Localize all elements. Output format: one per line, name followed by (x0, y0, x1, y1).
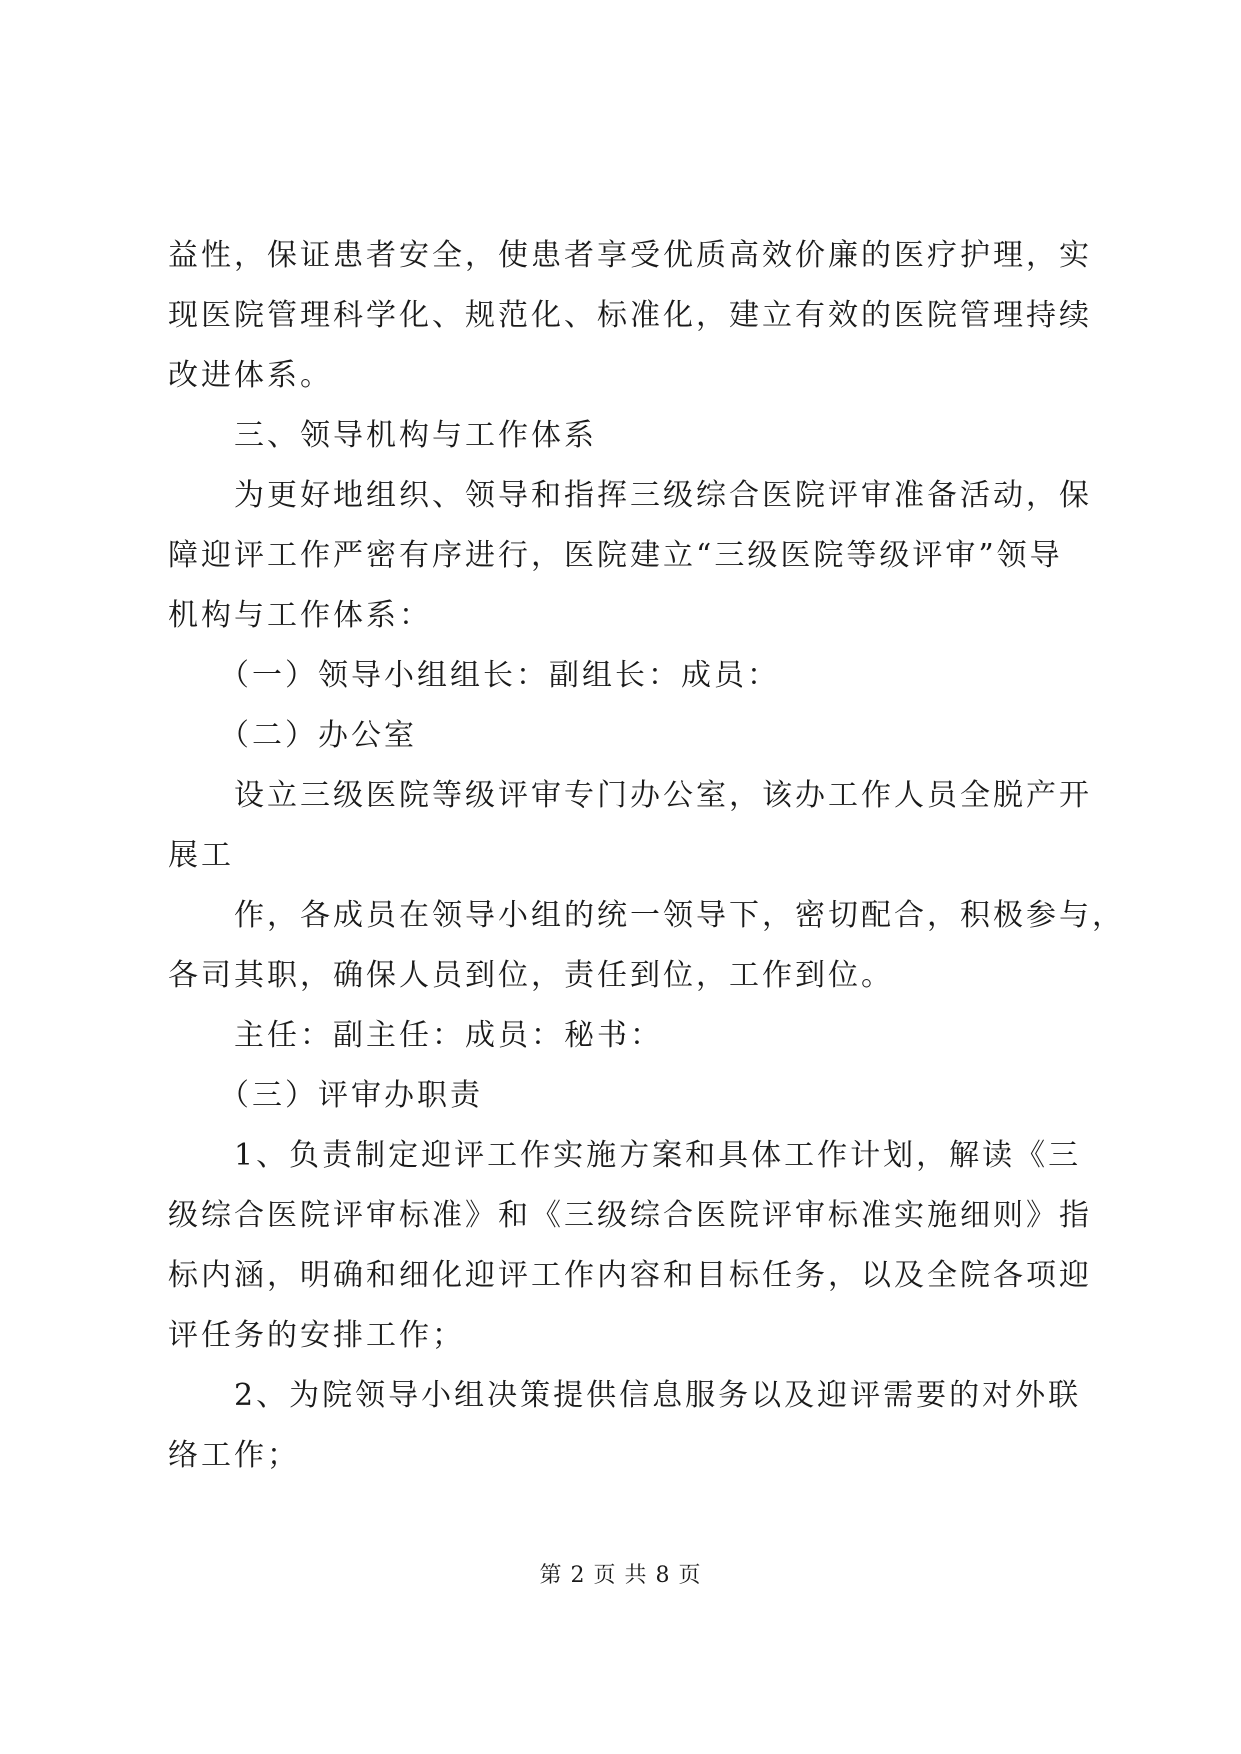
text-line: 现医院管理科学化、规范化、标准化，建立有效的医院管理持续 (168, 298, 1092, 333)
text-line: 级综合医院评审标准》和《三级综合医院评审标准实施细则》指 (168, 1198, 1092, 1233)
text-line: 机构与工作体系： (168, 598, 432, 633)
text-line: 为更好地组织、领导和指挥三级综合医院评审准备活动，保 (168, 478, 1092, 513)
text-line: 展工 (168, 838, 234, 873)
text-line: 评任务的安排工作； (168, 1318, 465, 1353)
text-line: 障迎评工作严密有序进行，医院建立“三级医院等级评审”领导 (168, 538, 1063, 573)
text-line: 络工作； (168, 1438, 300, 1473)
subsection-heading: （三）评审办职责 (168, 1078, 483, 1113)
text-line: 各司其职，确保人员到位，责任到位，工作到位。 (168, 958, 894, 993)
text-line: 作，各成员在领导小组的统一领导下，密切配合，积极参与， (168, 898, 1125, 933)
subsection-heading: （二）办公室 (168, 718, 417, 753)
text-line: 标内涵，明确和细化迎评工作内容和目标任务，以及全院各项迎 (168, 1258, 1092, 1293)
subsection-heading: （一）领导小组组长：副组长：成员： (168, 658, 780, 693)
document-body (168, 226, 1125, 1486)
list-item: 2、为院领导小组决策提供信息服务以及迎评需要的对外联 (168, 1378, 1082, 1413)
section-heading: 三、领导机构与工作体系 (168, 418, 597, 453)
text-line: 主任：副主任：成员：秘书： (168, 1018, 663, 1053)
list-item: 1、负责制定迎评工作实施方案和具体工作计划，解读《三 (168, 1138, 1082, 1173)
text-line: 改进体系。 (168, 358, 333, 393)
page-number-footer: 第 2 页 共 8 页 (539, 1563, 702, 1588)
text-line: 设立三级医院等级评审专门办公室，该办工作人员全脱产开 (168, 778, 1092, 813)
text-line: 益性，保证患者安全，使患者享受优质高效价廉的医疗护理，实 (168, 238, 1092, 273)
